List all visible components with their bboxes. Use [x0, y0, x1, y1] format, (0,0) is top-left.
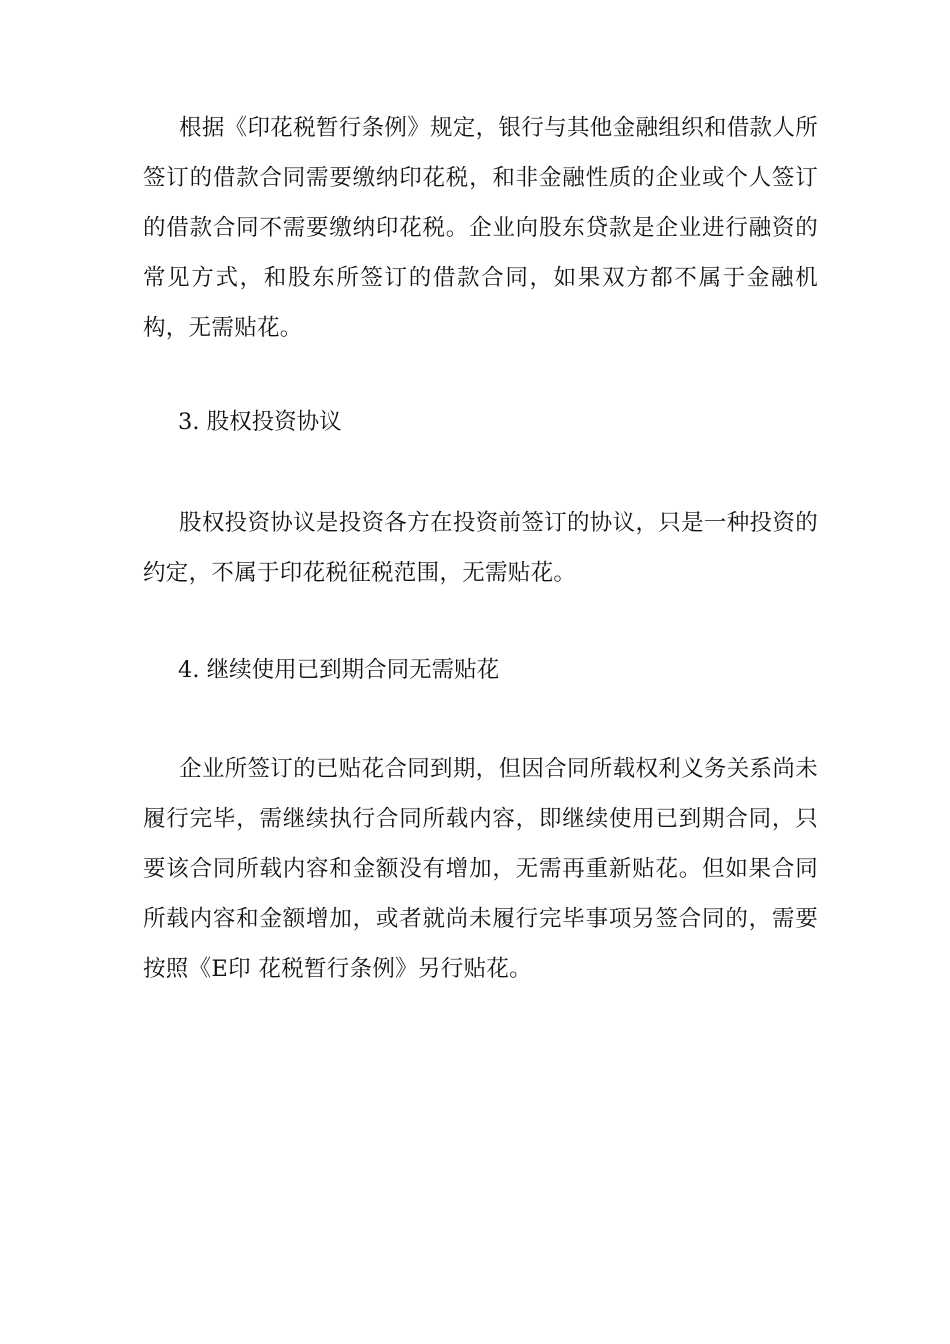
- section-heading-equity-investment: 3. 股权投资协议: [178, 409, 342, 435]
- paragraph-expired-contracts: 企业所签订的已贴花合同到期，但因合同所载权利义务关系尚未履行完毕，需继续执行合同所载内容，即继续使用已到期合同，只要该合同所载内容和金额没有增加，无需再重新贴花。但如果合同所载内容和金额增加，或者就尚未履行完毕事项另签合同的，需要按照《E印 花税暂行条例》另行贴花。: [143, 756, 818, 982]
- paragraph-stamp-duty-loan-contracts: 根据《印花税暂行条例》规定，银行与其他金融组织和借款人所签订的借款合同需要缴纳印花税，和非金融性质的企业或个人签订的借款合同不需要缴纳印花税。企业向股东贷款是企业进行融资的常见方式，和股东所签订的借款合同，如果双方都不属于金融机构，无需贴花。: [143, 115, 818, 341]
- paragraph-equity-investment: 股权投资协议是投资各方在投资前签订的协议，只是一种投资的约定，不属于印花税征税范围，无需贴花。: [143, 510, 818, 586]
- section-heading-expired-contracts: 4. 继续使用已到期合同无需贴花: [178, 657, 500, 683]
